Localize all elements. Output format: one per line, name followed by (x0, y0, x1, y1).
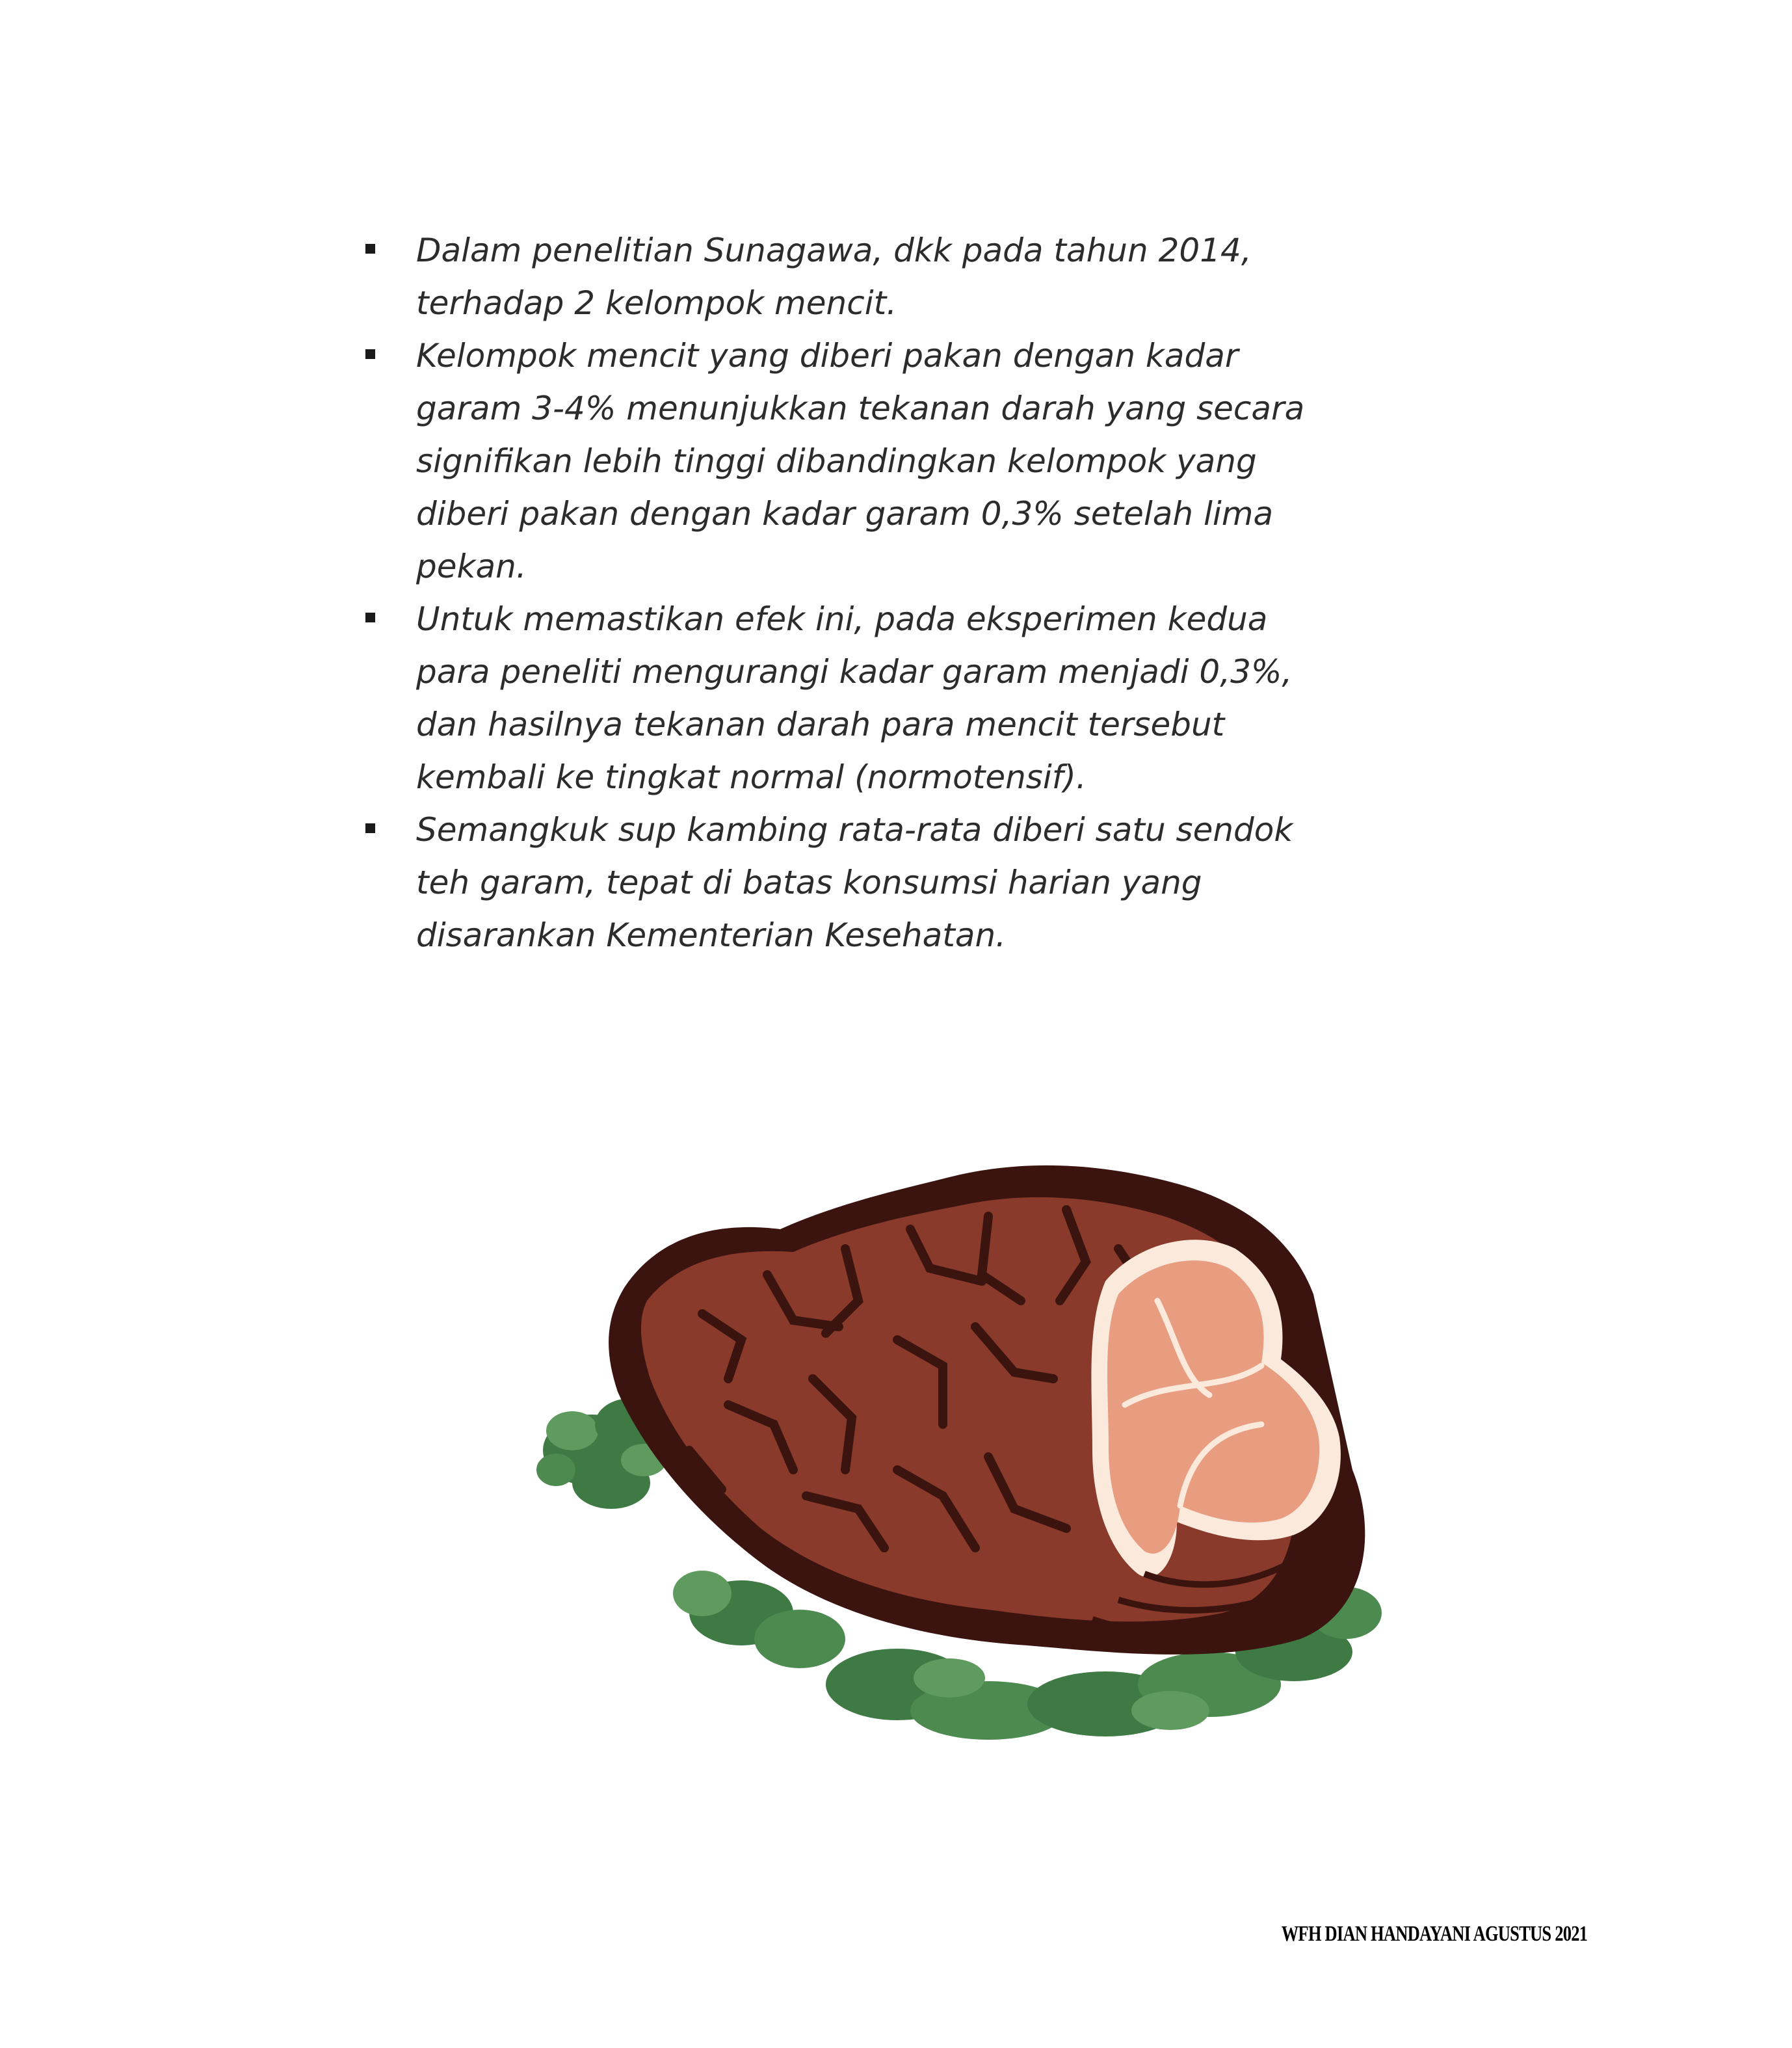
bullet-text: Kelompok mencit yang diberi pakan dengan kadar garam 3-4% menunjukkan tekanan darah yang secara signifikan lebih tinggi dibandingkan kelompok yang diberi pakan dengan kadar garam 0,3% setelah lima pekan. (416, 337, 1305, 585)
bullet-text: Dalam penelitian Sunagawa, dkk pada tahun 2014, terhadap 2 kelompok mencit. (416, 232, 1252, 322)
bullet-item (358, 224, 1307, 330)
square-bullet-icon (365, 613, 375, 622)
footer-credit: WFH DIAN HANDAYANI AGUSTUS 2021 (1281, 1922, 1587, 1946)
bullet-item (358, 330, 1307, 593)
bullet-item (358, 804, 1307, 962)
square-bullet-icon (365, 349, 375, 359)
bullet-item (358, 593, 1307, 804)
roast-meat-illustration (533, 1145, 1469, 1743)
square-bullet-icon (365, 823, 375, 833)
bullet-list (358, 224, 1307, 962)
bullet-text: Untuk memastikan efek ini, pada eksperimen kedua para peneliti mengurangi kadar garam menjadi 0,3%, dan hasilnya tekanan darah para mencit tersebut kembali ke tingkat normal (normotensif). (416, 600, 1293, 796)
bullet-text: Semangkuk sup kambing rata-rata diberi satu sendok teh garam, tepat di batas konsumsi harian yang disarankan Kementerian Kesehatan. (416, 811, 1293, 954)
square-bullet-icon (365, 244, 375, 254)
